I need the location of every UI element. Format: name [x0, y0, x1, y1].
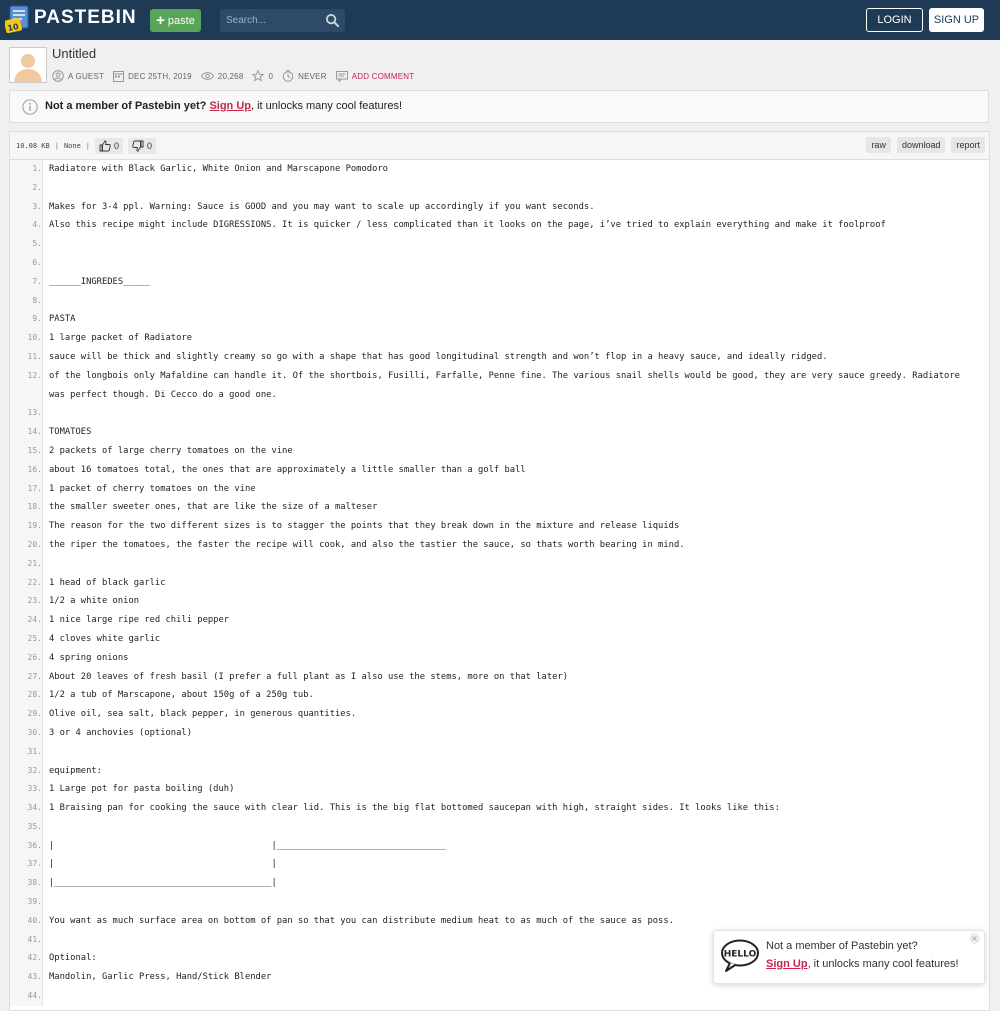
line-text: 1/2 a white onion: [49, 596, 140, 607]
line-number: 28.: [10, 686, 43, 705]
line-number: 17.: [10, 480, 43, 499]
search-input[interactable]: [220, 9, 332, 32]
comment-meta[interactable]: [336, 71, 415, 82]
guest-avatar-icon: [10, 48, 46, 82]
code-line: [10, 799, 989, 818]
download-button[interactable]: download: [897, 137, 946, 153]
line-text: 1 packet of cherry tomatoes on the vine: [49, 483, 256, 494]
code-line: [10, 818, 989, 837]
code-line: [10, 574, 989, 593]
notice-text: [45, 100, 402, 112]
line-text: 2 packets of large cherry tomatoes on the vine: [49, 445, 293, 456]
line-number: 34.: [10, 799, 43, 818]
line-number: 19.: [10, 517, 43, 536]
line-text: 4 cloves white garlic: [49, 633, 161, 644]
views-meta: [201, 71, 244, 81]
code-line: [10, 348, 989, 367]
code-line: [10, 686, 989, 705]
line-number: 40.: [10, 912, 43, 931]
signup-popup: [713, 930, 985, 984]
clock-icon: [282, 70, 294, 82]
line-text: PASTA: [49, 314, 76, 325]
line-text: 1 head of black garlic: [49, 577, 166, 588]
code-line: [10, 254, 989, 273]
calendar-icon: [113, 70, 124, 82]
code-line: [10, 536, 989, 555]
author-meta: [52, 70, 104, 82]
expiry-meta: [282, 70, 327, 82]
line-text: About 20 leaves of fresh basil (I prefer a full plant as I also use the stems, more on that later): [49, 671, 569, 682]
code-line: [10, 235, 989, 254]
logo-badge: 10: [6, 21, 20, 33]
login-button[interactable]: LOGIN: [866, 8, 923, 32]
line-number: 33.: [10, 780, 43, 799]
code-line: [10, 329, 989, 348]
code-line: [10, 179, 989, 198]
signup-button[interactable]: SIGN UP: [929, 8, 984, 32]
notice-signup-link[interactable]: Sign Up: [209, 100, 251, 112]
report-button[interactable]: report: [951, 137, 985, 153]
new-paste-label: paste: [167, 14, 195, 27]
separator: |: [85, 142, 91, 150]
code-line: [10, 216, 989, 235]
line-text: 1 Large pot for pasta boiling (duh): [49, 784, 235, 795]
line-number: 31.: [10, 743, 43, 762]
code-line: [10, 160, 989, 179]
code-line: [10, 480, 989, 499]
code-line: [10, 630, 989, 649]
raw-button[interactable]: raw: [866, 137, 891, 153]
line-number: 38.: [10, 874, 43, 893]
line-number: 9.: [10, 310, 43, 329]
stars-meta: [252, 70, 273, 82]
line-number: 13.: [10, 404, 43, 423]
popup-rest: , it unlocks many cool features!: [807, 958, 959, 970]
line-text: |_________________________________________|: [49, 878, 277, 889]
code-line: [10, 780, 989, 799]
eye-icon: [201, 71, 214, 81]
pastebin-logo-icon[interactable]: [5, 5, 31, 33]
add-comment-link[interactable]: ADD COMMENT: [351, 71, 415, 81]
author-name[interactable]: A GUEST: [68, 71, 105, 81]
like-count: 0: [114, 141, 120, 151]
line-text: 1 large packet of Radiatore: [49, 333, 192, 344]
line-number: 25.: [10, 630, 43, 649]
info-icon: [22, 99, 38, 115]
syntax-label[interactable]: None: [63, 142, 81, 150]
line-text: the riper the tomatoes, the faster the recipe will cook, and also the tastier the sauce, so thats worth bearing in mind.: [49, 539, 685, 550]
line-text: You want as much surface area on bottom of pan so that you can distribute medium heat to as much of the sauce as poss.: [49, 915, 674, 926]
search-box: [220, 9, 345, 32]
line-number: 32.: [10, 762, 43, 781]
line-number: 44.: [10, 987, 43, 1006]
line-text: Mandolin, Garlic Press, Hand/Stick Blender: [49, 972, 272, 983]
star-icon[interactable]: [252, 70, 264, 82]
line-number: 18.: [10, 498, 43, 517]
line-text: The reason for the two different sizes is to stagger the points that they break down in the mixture and release liquids: [49, 521, 680, 532]
line-text: TOMATOES: [49, 427, 92, 438]
plus-icon: +: [156, 12, 165, 29]
hello-text: HELLO: [723, 949, 757, 960]
code-line: [10, 555, 989, 574]
code-line: [10, 912, 989, 931]
line-number: 10.: [10, 329, 43, 348]
line-text: [43, 893, 974, 912]
code-line: [10, 592, 989, 611]
line-text: of the longbois only Mafaldine can handle it. Of the shortbois, Fusilli, Farfalle, Penne fine. The various snail shells would be good, they are very sauce greedy. Radiatore was perfect though. Di Cecco do a good one.: [49, 370, 966, 400]
line-number: 22.: [10, 574, 43, 593]
line-text: [43, 292, 974, 311]
line-number: 43.: [10, 968, 43, 987]
like-button[interactable]: [95, 138, 123, 154]
line-text: [43, 818, 974, 837]
close-icon[interactable]: ×: [969, 933, 980, 944]
line-number: 16.: [10, 461, 43, 480]
popup-line1: Not a member of Pastebin yet?: [766, 940, 918, 952]
line-text: 1 nice large ripe red chili pepper: [49, 615, 230, 626]
line-text: [43, 404, 974, 423]
popup-line2: [766, 958, 959, 970]
line-text: [43, 987, 974, 1006]
thumbs-down-icon: [132, 140, 144, 152]
line-number: 5.: [10, 235, 43, 254]
line-text: Olive oil, sea salt, black pepper, in generous quantities.: [49, 709, 357, 720]
paste-code-container: [9, 131, 990, 1011]
line-number: 7.: [10, 273, 43, 292]
code-line: [10, 762, 989, 781]
code-line: [10, 724, 989, 743]
line-number: 26.: [10, 649, 43, 668]
line-number: 23.: [10, 592, 43, 611]
code-line: [10, 517, 989, 536]
code-line: [10, 649, 989, 668]
line-number: 35.: [10, 818, 43, 837]
code-line: [10, 198, 989, 217]
code-line: [10, 367, 989, 405]
view-count: 20,268: [217, 71, 244, 81]
code-toolbar: [10, 132, 989, 160]
line-text: ______INGREDES_____: [49, 276, 150, 287]
code-line: [10, 705, 989, 724]
line-number: 30.: [10, 724, 43, 743]
line-number: 1.: [10, 160, 43, 179]
line-text: Optional:: [49, 953, 97, 964]
code-line: [10, 837, 989, 856]
new-paste-button[interactable]: [150, 9, 201, 32]
code-line: [10, 668, 989, 687]
code-line: [10, 292, 989, 311]
line-text: sauce will be thick and slightly creamy so go with a shape that has good longitudinal strength and won’t flop in a heavy sauce, and ideally ridged.: [49, 351, 828, 362]
line-number: 2.: [10, 179, 43, 198]
line-number: 21.: [10, 555, 43, 574]
signup-notice: [9, 90, 989, 123]
code-line: [10, 743, 989, 762]
code-line: [10, 273, 989, 292]
line-text: the smaller sweeter ones, that are like the size of a malteser: [49, 502, 378, 513]
code-line: [10, 442, 989, 461]
line-text: 3 or 4 anchovies (optional): [49, 727, 192, 738]
expiry-value: NEVER: [298, 71, 327, 81]
code-line: [10, 498, 989, 517]
paste-meta: [52, 69, 423, 83]
line-number: 12.: [10, 367, 43, 405]
code-line: [10, 461, 989, 480]
line-text: Also this recipe might include DIGRESSIONS. It is quicker / less complicated than it looks on the page, i’ve tried to explain everything and make it foolproof: [49, 220, 886, 231]
code-body: [10, 160, 989, 1006]
line-text: [43, 254, 974, 273]
notice-bold: Not a member of Pastebin yet?: [45, 100, 207, 112]
dislike-count: 0: [147, 141, 153, 151]
code-line: [10, 611, 989, 630]
line-number: 37.: [10, 855, 43, 874]
star-count: 0: [268, 71, 274, 81]
line-number: 11.: [10, 348, 43, 367]
line-number: 3.: [10, 198, 43, 217]
popup-signup-link[interactable]: Sign Up: [766, 958, 808, 970]
paste-date: DEC 25TH, 2019: [128, 71, 192, 81]
line-text: 4 spring onions: [49, 652, 129, 663]
code-line: [10, 893, 989, 912]
paste-size: 10.08 KB: [16, 142, 50, 150]
line-number: 14.: [10, 423, 43, 442]
line-text: [43, 743, 974, 762]
code-line: [10, 404, 989, 423]
code-line: [10, 423, 989, 442]
notice-rest: , it unlocks many cool features!: [251, 100, 403, 112]
line-text: 1/2 a tub of Marscapone, about 150g of a 250g tub.: [49, 690, 314, 701]
search-icon[interactable]: [325, 13, 340, 28]
line-number: 39.: [10, 893, 43, 912]
top-navbar: [0, 0, 1000, 40]
line-number: 24.: [10, 611, 43, 630]
line-number: 41.: [10, 931, 43, 950]
line-number: 4.: [10, 216, 43, 235]
line-text: [43, 179, 974, 198]
line-number: 42.: [10, 949, 43, 968]
paste-title: Untitled: [52, 46, 97, 61]
line-text: Radiatore with Black Garlic, White Onion and Marscapone Pomodoro: [49, 164, 388, 174]
code-line: [10, 874, 989, 893]
line-number: 8.: [10, 292, 43, 311]
line-number: 6.: [10, 254, 43, 273]
logo-text[interactable]: PASTEBIN: [34, 7, 137, 28]
code-line: [10, 310, 989, 329]
line-text: about 16 tomatoes total, the ones that are approximately a little smaller than a golf ball: [49, 464, 526, 475]
line-text: Makes for 3-4 ppl. Warning: Sauce is GOOD and you may want to scale up accordingly if you want seconds.: [49, 201, 595, 212]
line-text: [43, 555, 974, 574]
line-text: | |: [49, 859, 277, 870]
line-text: | |________________________________: [49, 840, 447, 851]
line-text: equipment:: [49, 765, 102, 776]
line-number: 27.: [10, 668, 43, 687]
date-meta: [113, 70, 192, 82]
line-number: 29.: [10, 705, 43, 724]
avatar: [9, 47, 47, 83]
code-line: [10, 987, 989, 1006]
code-line: [10, 855, 989, 874]
line-text: 1 Braising pan for cooking the sauce with clear lid. This is the big flat bottomed saucepan with high, straight sides. It looks like this:: [49, 803, 780, 814]
line-number: 15.: [10, 442, 43, 461]
line-number: 20.: [10, 536, 43, 555]
line-text: [43, 235, 974, 254]
line-number: 36.: [10, 837, 43, 856]
separator: |: [54, 142, 59, 150]
comment-icon: [336, 71, 348, 82]
dislike-button[interactable]: [128, 138, 156, 154]
hello-bubble-icon: [720, 939, 760, 973]
user-icon: [52, 70, 64, 82]
thumbs-up-icon: [99, 140, 111, 152]
